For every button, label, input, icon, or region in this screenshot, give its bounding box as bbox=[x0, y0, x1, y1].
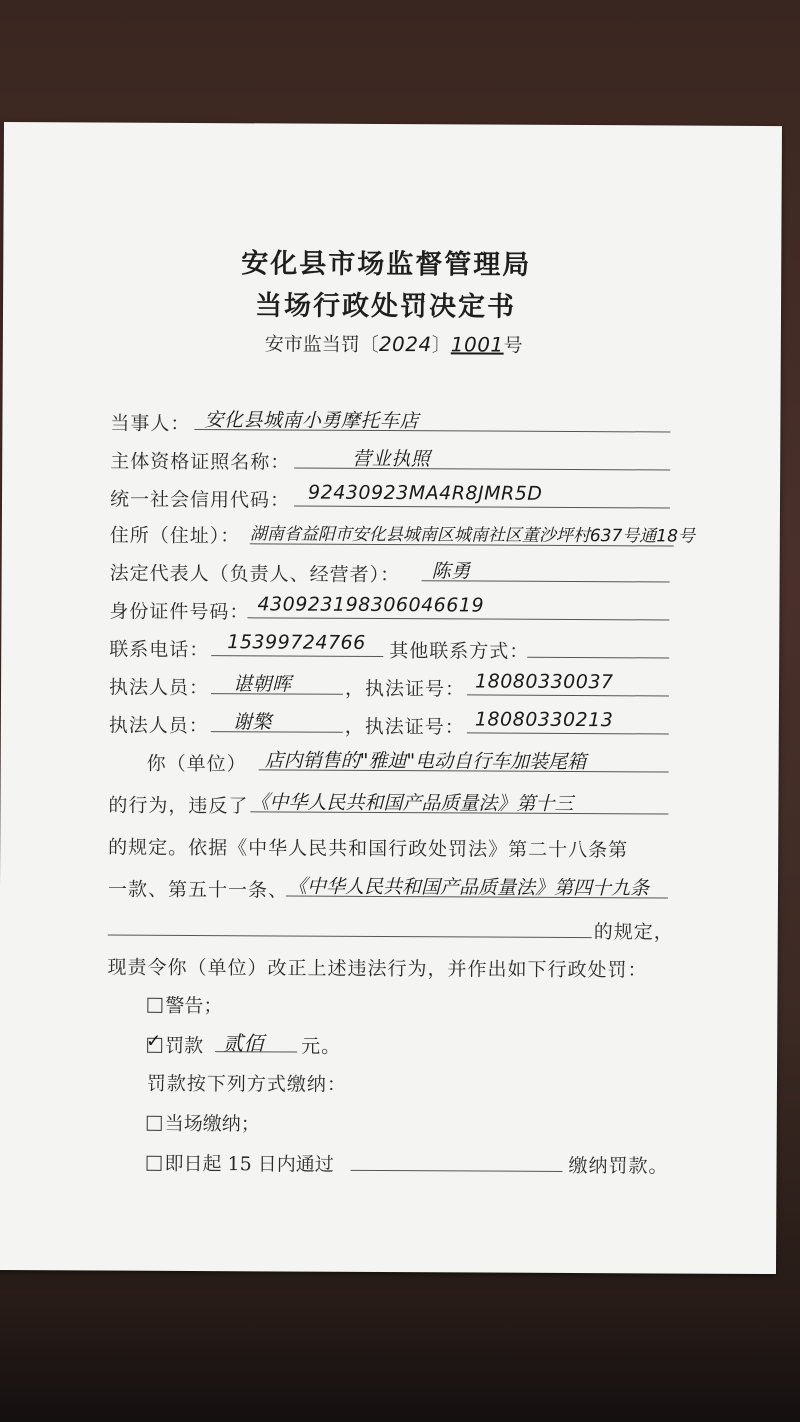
credit-code-label: 统一社会信用代码： bbox=[109, 488, 291, 512]
phone-underline bbox=[211, 655, 383, 657]
other-contact-label: 其他联系方式： bbox=[389, 640, 530, 663]
onsite-payment-checkbox[interactable] bbox=[147, 1116, 162, 1131]
officer1-name: 谌朝晖 bbox=[233, 673, 292, 696]
address-value: 湖南省益阳市安化县城南区城南社区董沙坪村637号通18号 bbox=[249, 524, 695, 547]
party-value: 安化县城南小勇摩托车店 bbox=[204, 409, 420, 433]
payment-methods-title: 罚款按下列方式缴纳： bbox=[146, 1072, 348, 1096]
reference-number bbox=[265, 329, 523, 357]
checkmark-icon: ✓ bbox=[146, 1030, 162, 1052]
fine-label: 罚款 bbox=[165, 1034, 204, 1058]
violated-law-value: 《中华人民共和国产品质量法》第十三 bbox=[250, 791, 574, 815]
license-label: 主体资格证照名称： bbox=[110, 450, 291, 474]
representative-label: 法定代表人（负责人、经营者）： bbox=[109, 562, 401, 587]
penalty-basis-value: 《中华人民共和国产品质量法》第四十九条 bbox=[287, 875, 650, 900]
clause-prefix: 一款、第五十一条、 bbox=[107, 878, 289, 902]
order-text: 现责令你（单位）改正上述违法行为，并作出如下行政处罚： bbox=[107, 956, 648, 982]
credit-code-underline bbox=[294, 506, 670, 509]
address-label: 住所（住址）： bbox=[109, 524, 241, 548]
officer2-cert-underline bbox=[467, 732, 669, 734]
rule-text: 的规定。依据《中华人民共和国行政处罚法》第二十八条第 bbox=[108, 836, 629, 862]
within-days-option[interactable] bbox=[146, 1149, 333, 1177]
ref-number-value: 1001 bbox=[450, 332, 504, 357]
officer2-label: 执法人员： bbox=[108, 714, 209, 738]
officer1-label: 执法人员： bbox=[108, 676, 210, 700]
id-number-underline bbox=[247, 617, 669, 620]
provision-suffix: 的规定， bbox=[593, 921, 674, 944]
warning-checkbox[interactable] bbox=[147, 998, 162, 1013]
fine-amount: 贰佰 bbox=[223, 1031, 265, 1056]
violation-value: 店内销售的"雅迪"电动自行车加装尾箱 bbox=[264, 749, 587, 774]
id-number-label: 身份证件号码： bbox=[109, 600, 250, 624]
officer1-cert-value: 18080330037 bbox=[475, 670, 614, 694]
phone-value: 15399724766 bbox=[227, 631, 366, 654]
warning-option[interactable] bbox=[147, 991, 222, 1018]
fine-checkbox[interactable] bbox=[146, 1030, 162, 1053]
ref-mid: 〕 bbox=[431, 334, 451, 357]
license-value: 营业执照 bbox=[352, 447, 431, 471]
behavior-label: 的行为，违反了 bbox=[108, 794, 249, 818]
other-contact-underline bbox=[527, 657, 669, 659]
agency-title: 安化县市场监督管理局 bbox=[241, 248, 532, 281]
warning-label: 警告； bbox=[165, 994, 223, 1018]
license-underline bbox=[294, 468, 670, 471]
within-days-suffix: 缴纳罚款。 bbox=[568, 1154, 669, 1178]
continuation-underline bbox=[108, 935, 592, 939]
officer2-name: 谢檠 bbox=[232, 711, 272, 734]
officer2-cert-label: ，执法证号： bbox=[344, 715, 465, 739]
party-label: 当事人： bbox=[110, 412, 191, 435]
document-title: 当场行政处罚决定书 bbox=[254, 290, 517, 323]
fine-unit: 元。 bbox=[301, 1035, 342, 1058]
ref-year: 2024 bbox=[378, 331, 432, 357]
onsite-payment-option[interactable] bbox=[147, 1109, 260, 1137]
officer2-cert-value: 18080330213 bbox=[474, 708, 614, 732]
representative-value: 陈勇 bbox=[431, 560, 471, 583]
ref-suffix: 号 bbox=[503, 334, 523, 357]
within-days-checkbox[interactable] bbox=[147, 1156, 162, 1171]
you-unit-label: 你（单位） bbox=[146, 752, 247, 776]
fine-option[interactable] bbox=[147, 1031, 203, 1058]
onsite-payment-label: 当场缴纳； bbox=[164, 1112, 260, 1136]
floor-background bbox=[0, 1290, 800, 1422]
officer2-name-underline bbox=[211, 731, 343, 733]
officer1-cert-underline bbox=[467, 694, 669, 696]
ref-prefix: 安市监当罚〔 bbox=[264, 333, 379, 356]
payment-channel-underline bbox=[351, 1170, 563, 1172]
credit-code-value: 92430923MA4R8JMR5D bbox=[308, 481, 543, 505]
phone-label: 联系电话： bbox=[109, 638, 210, 662]
within-days-label: 即日起 15 日内通过 bbox=[164, 1152, 334, 1176]
officer1-cert-label: ，执法证号： bbox=[344, 677, 466, 701]
id-number-value: 430923198306046619 bbox=[257, 593, 485, 617]
document-sheet bbox=[0, 122, 782, 1274]
